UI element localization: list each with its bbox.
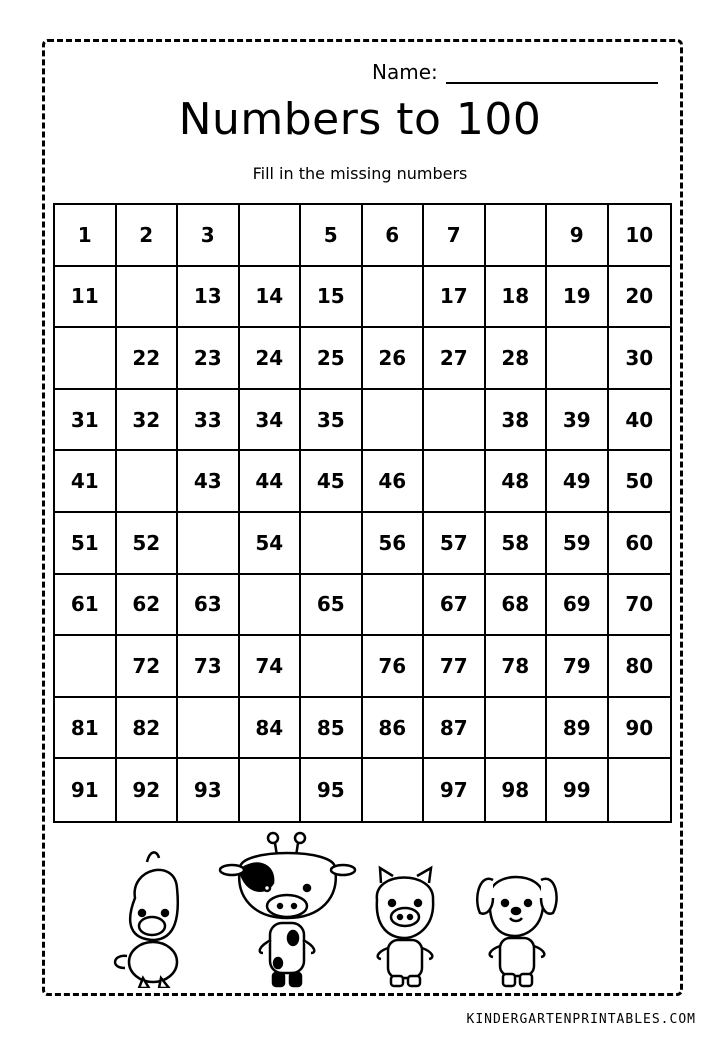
number-cell: 5 (301, 205, 363, 267)
blank-number-cell[interactable] (486, 698, 548, 760)
number-cell: 43 (178, 451, 240, 513)
number-cell: 73 (178, 636, 240, 698)
number-cell: 30 (609, 328, 671, 390)
number-cell: 59 (547, 513, 609, 575)
number-cell: 18 (486, 267, 548, 329)
blank-number-cell[interactable] (55, 328, 117, 390)
number-cell: 50 (609, 451, 671, 513)
number-cell: 78 (486, 636, 548, 698)
footer-site-credit: KINDERGARTENPRINTABLES.COM (466, 1012, 696, 1027)
number-cell: 14 (240, 267, 302, 329)
number-cell: 62 (117, 575, 179, 637)
number-cell: 77 (424, 636, 486, 698)
blank-number-cell[interactable] (117, 451, 179, 513)
name-blank-line[interactable] (446, 60, 658, 84)
number-cell: 89 (547, 698, 609, 760)
number-cell: 72 (117, 636, 179, 698)
number-cell: 54 (240, 513, 302, 575)
name-label: Name: (372, 60, 438, 84)
name-field (372, 60, 658, 84)
number-cell: 97 (424, 759, 486, 821)
blank-number-cell[interactable] (547, 328, 609, 390)
blank-number-cell[interactable] (363, 575, 425, 637)
number-cell: 80 (609, 636, 671, 698)
number-cell: 86 (363, 698, 425, 760)
number-cell: 7 (424, 205, 486, 267)
number-cell: 22 (117, 328, 179, 390)
number-cell: 79 (547, 636, 609, 698)
number-cell: 32 (117, 390, 179, 452)
number-cell: 58 (486, 513, 548, 575)
blank-number-cell[interactable] (363, 390, 425, 452)
number-cell: 11 (55, 267, 117, 329)
number-cell: 60 (609, 513, 671, 575)
blank-number-cell[interactable] (117, 267, 179, 329)
number-cell: 45 (301, 451, 363, 513)
page-title: Numbers to 100 (178, 94, 542, 145)
number-cell: 84 (240, 698, 302, 760)
number-cell: 27 (424, 328, 486, 390)
number-cell: 3 (178, 205, 240, 267)
number-cell: 48 (486, 451, 548, 513)
hundreds-chart-grid (53, 203, 672, 823)
blank-number-cell[interactable] (424, 390, 486, 452)
number-cell: 44 (240, 451, 302, 513)
number-cell: 15 (301, 267, 363, 329)
number-cell: 1 (55, 205, 117, 267)
number-cell: 65 (301, 575, 363, 637)
number-cell: 81 (55, 698, 117, 760)
number-cell: 68 (486, 575, 548, 637)
number-cell: 25 (301, 328, 363, 390)
blank-number-cell[interactable] (301, 636, 363, 698)
number-cell: 90 (609, 698, 671, 760)
instructions: Fill in the missing numbers (252, 164, 468, 183)
blank-number-cell[interactable] (178, 698, 240, 760)
number-cell: 33 (178, 390, 240, 452)
number-cell: 98 (486, 759, 548, 821)
blank-number-cell[interactable] (424, 451, 486, 513)
blank-number-cell[interactable] (240, 205, 302, 267)
blank-number-cell[interactable] (486, 205, 548, 267)
number-cell: 38 (486, 390, 548, 452)
number-cell: 34 (240, 390, 302, 452)
number-cell: 95 (301, 759, 363, 821)
blank-number-cell[interactable] (363, 267, 425, 329)
number-cell: 28 (486, 328, 548, 390)
pig-icon (377, 868, 433, 986)
number-cell: 23 (178, 328, 240, 390)
blank-number-cell[interactable] (363, 759, 425, 821)
number-cell: 17 (424, 267, 486, 329)
number-cell: 52 (117, 513, 179, 575)
number-cell: 26 (363, 328, 425, 390)
number-cell: 67 (424, 575, 486, 637)
number-cell: 10 (609, 205, 671, 267)
number-cell: 56 (363, 513, 425, 575)
number-cell: 76 (363, 636, 425, 698)
number-cell: 51 (55, 513, 117, 575)
number-cell: 49 (547, 451, 609, 513)
number-cell: 2 (117, 205, 179, 267)
blank-number-cell[interactable] (240, 759, 302, 821)
number-cell: 69 (547, 575, 609, 637)
number-cell: 31 (55, 390, 117, 452)
blank-number-cell[interactable] (55, 636, 117, 698)
number-cell: 74 (240, 636, 302, 698)
number-cell: 19 (547, 267, 609, 329)
blank-number-cell[interactable] (609, 759, 671, 821)
blank-number-cell[interactable] (301, 513, 363, 575)
number-cell: 6 (363, 205, 425, 267)
puppy-icon (477, 877, 556, 986)
number-cell: 91 (55, 759, 117, 821)
number-cell: 63 (178, 575, 240, 637)
number-cell: 92 (117, 759, 179, 821)
number-cell: 13 (178, 267, 240, 329)
number-cell: 20 (609, 267, 671, 329)
number-cell: 70 (609, 575, 671, 637)
number-cell: 9 (547, 205, 609, 267)
number-cell: 41 (55, 451, 117, 513)
giraffe-cow-icon (220, 833, 355, 986)
number-cell: 82 (117, 698, 179, 760)
number-cell: 35 (301, 390, 363, 452)
number-cell: 61 (55, 575, 117, 637)
number-cell: 85 (301, 698, 363, 760)
blank-number-cell[interactable] (240, 575, 302, 637)
number-cell: 46 (363, 451, 425, 513)
number-cell: 57 (424, 513, 486, 575)
number-cell: 40 (609, 390, 671, 452)
number-cell: 24 (240, 328, 302, 390)
animal-illustrations (95, 828, 595, 988)
number-cell: 93 (178, 759, 240, 821)
duck-icon (115, 852, 178, 988)
number-cell: 99 (547, 759, 609, 821)
number-cell: 87 (424, 698, 486, 760)
blank-number-cell[interactable] (178, 513, 240, 575)
number-cell: 39 (547, 390, 609, 452)
